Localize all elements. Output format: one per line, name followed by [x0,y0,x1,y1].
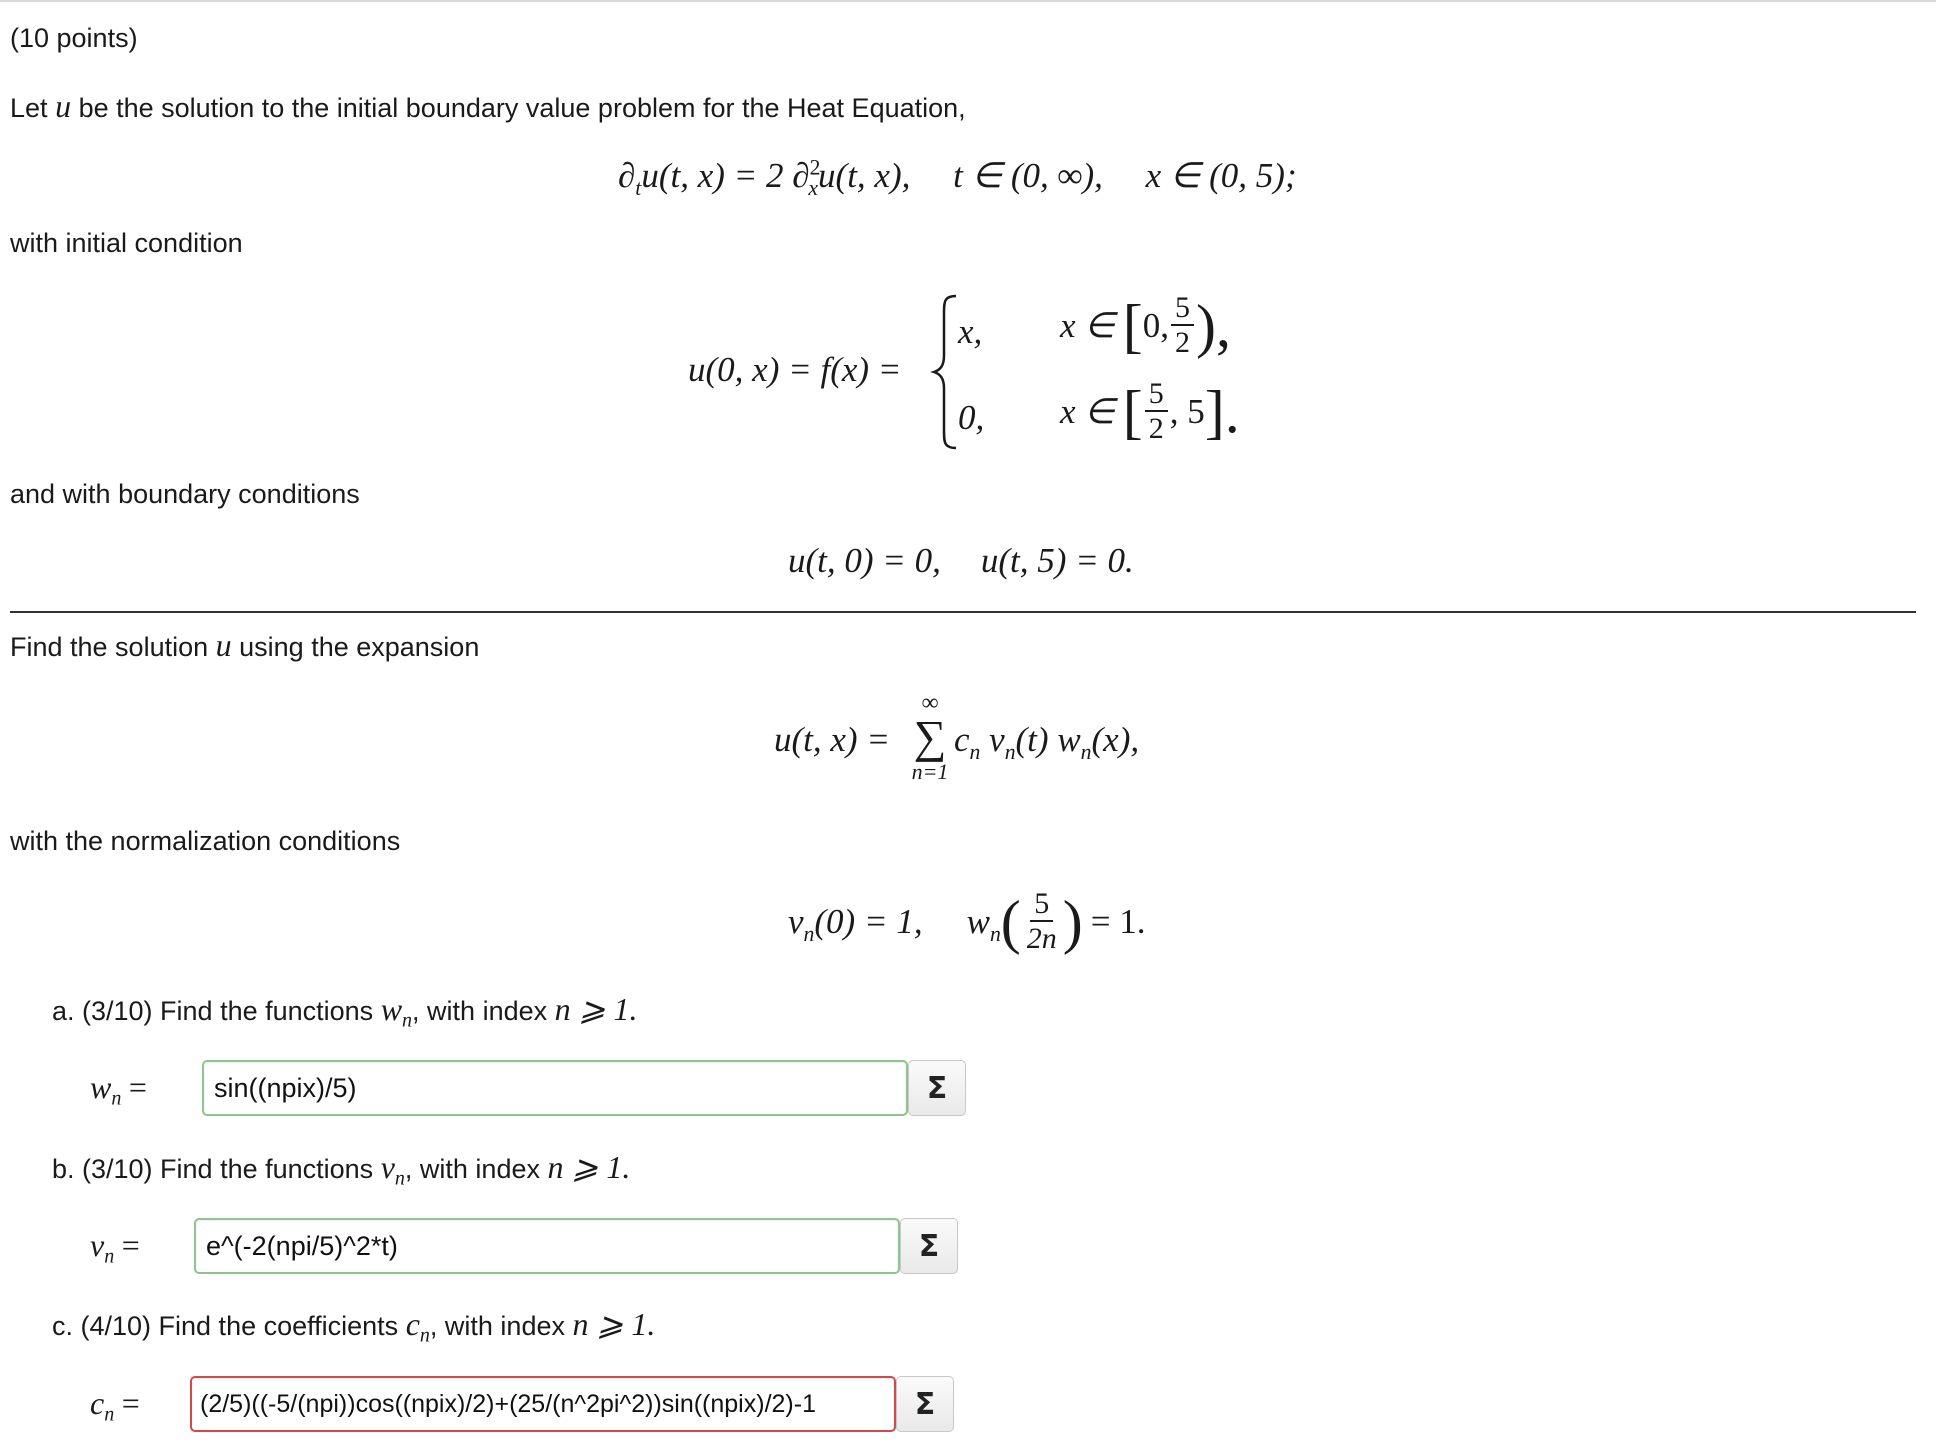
sigma-icon: ∑ [913,711,947,762]
sigma-icon: Σ [926,1070,948,1106]
part-b-answer-label: $v_n$ = [90,1227,140,1268]
vn-equation-editor-button[interactable] [900,1218,958,1274]
initial-condition-label: with initial condition [10,228,243,258]
part-a-prompt: a. (3/10) Find the functions $w_n$, with index n ⩾ 1. [52,991,638,1032]
initial-lhs: u(0, x) = f(x) = [688,350,902,389]
case1-value: x, [958,312,983,351]
expansion-rhs: $c_n$ $v_n(t)$ $w_n(x)$, [954,720,1140,764]
section-divider [10,611,1916,613]
intro-text: Let u be the solution to the initial boundary value problem for the Heat Equation, [10,88,966,124]
normalization-equations: $v_n(0) = 1$, $w_n$ ( $\frac{5}{2n}$ ) = 1. [788,887,1146,955]
wn-answer-input[interactable] [202,1060,908,1116]
part-a-answer-label: $w_n$ = [90,1069,147,1110]
heat-equation: $\partial_tu(t$, x) = 2 ∂$^2_x$u(t, x), t ∈ (0, ∞), x ∈ (0, 5); [618,155,1297,200]
expansion-lhs: u(t, x) = [774,720,890,759]
sigma-icon: Σ [914,1386,936,1422]
summation: ∞ ∑ n=1 [902,692,958,784]
left-brace-icon [930,292,960,452]
points-label: (10 points) [10,23,138,53]
part-c-answer-label: $c_n$ = [90,1385,140,1426]
case2-condition: x ∈ [ $\frac{5}{2}$ , 5 ]. [1060,377,1240,445]
wn-equation-editor-button[interactable] [908,1060,966,1116]
case1-condition: x ∈ [ 0, $\frac{5}{2}$ ), [1060,291,1231,359]
sigma-icon: Σ [918,1228,940,1264]
normalization-label: with the normalization conditions [10,826,401,856]
cn-answer-input[interactable] [190,1376,896,1432]
cn-equation-editor-button[interactable] [896,1376,954,1432]
boundary-label: and with boundary conditions [10,479,360,509]
case2-value: 0, [958,398,985,437]
part-b-prompt: b. (3/10) Find the functions $v_n$, with index n ⩾ 1. [52,1149,631,1190]
expansion-text: Find the solution u using the expansion [10,627,480,663]
top-rule [0,0,1936,2]
part-c-prompt: c. (4/10) Find the coefficients $c_n$, with index n ⩾ 1. [52,1306,656,1347]
boundary-equations: u(t, 0) = 0, u(t, 5) = 0. [788,541,1134,580]
vn-answer-input[interactable] [194,1218,900,1274]
